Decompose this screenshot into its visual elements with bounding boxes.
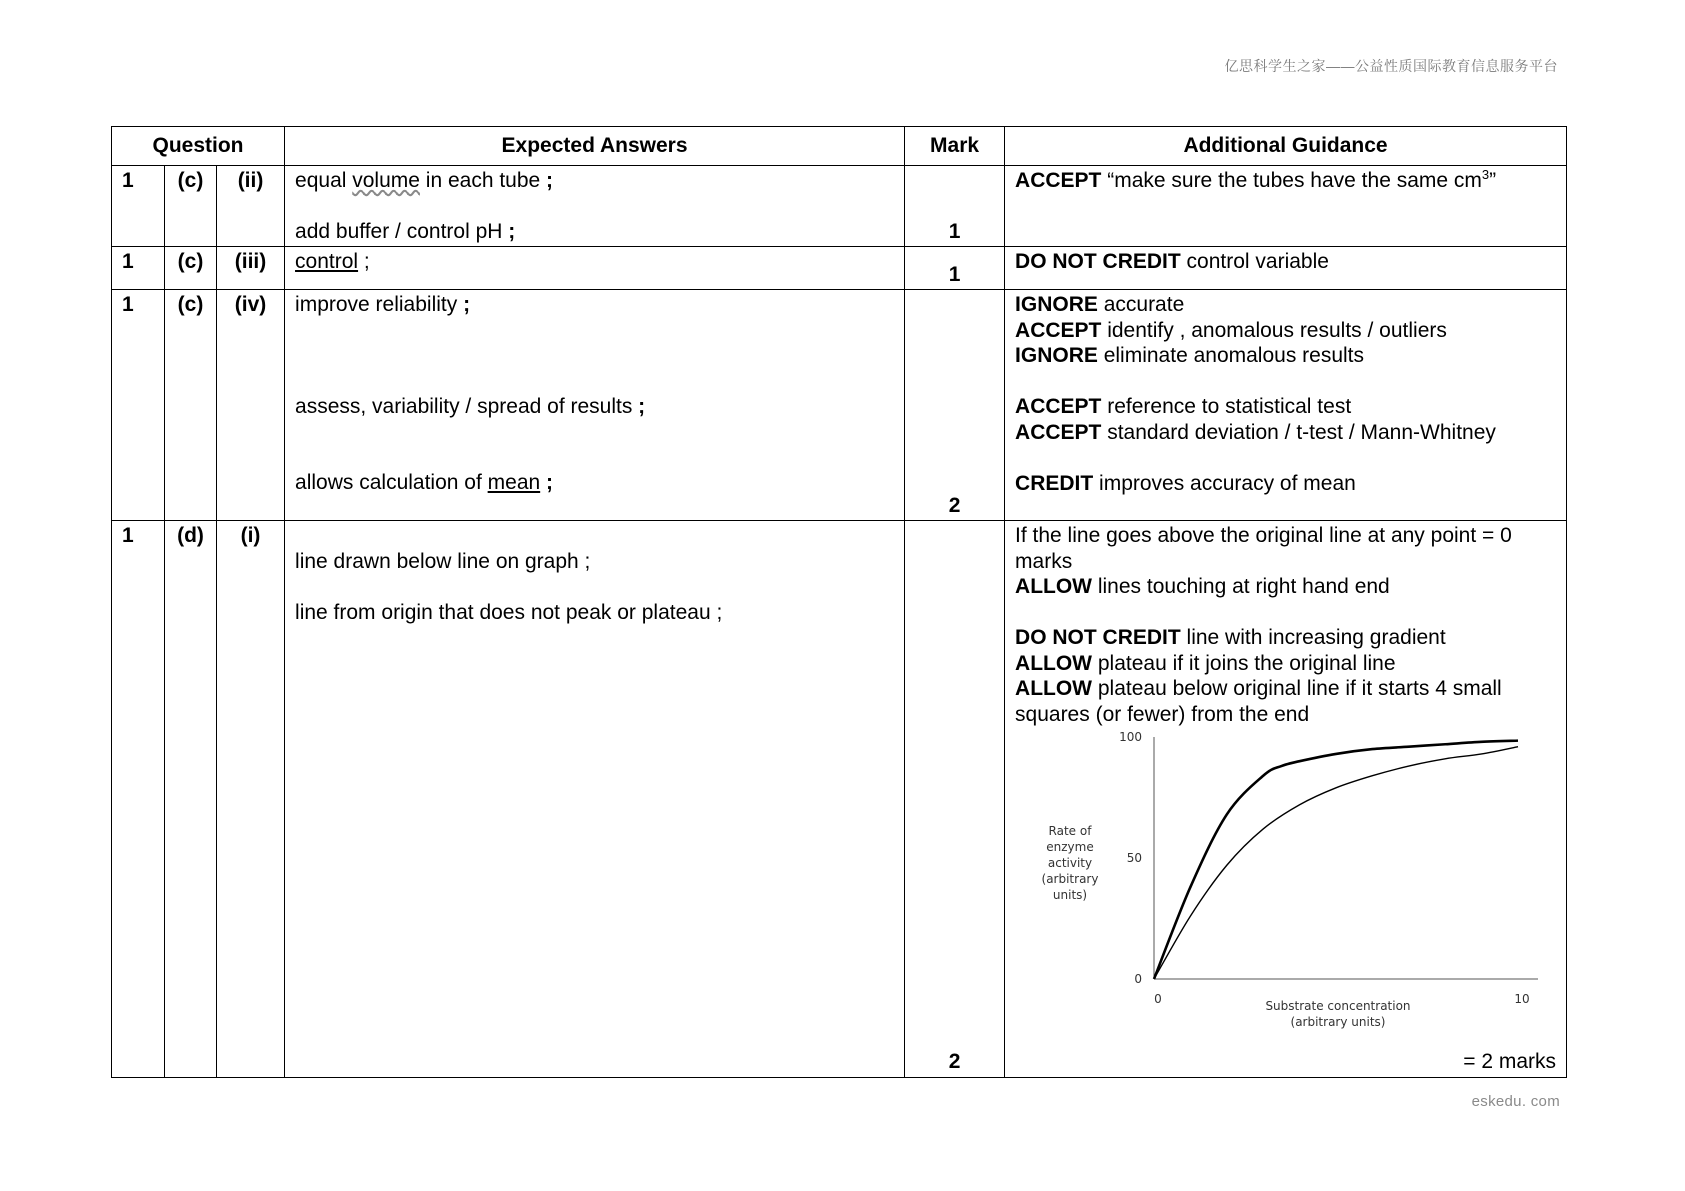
guidance-keyword: CREDIT [1015, 471, 1094, 495]
guidance-text: accurate [1097, 293, 1185, 316]
y-axis-label: activity [1047, 856, 1093, 870]
guidance-keyword: ACCEPT [1015, 420, 1102, 444]
guidance-line [1015, 574, 1556, 600]
guidance-text: plateau if it joins the original line [1092, 651, 1396, 675]
guidance-text: control variable [1180, 250, 1329, 273]
y-axis-label: Rate of [1048, 824, 1092, 838]
guidance-text: eliminate anomalous results [1097, 344, 1365, 367]
header-question: Question [112, 127, 285, 166]
guidance-keyword: ACCEPT [1015, 395, 1102, 418]
guidance-text: “make sure the tubes have the same cm [1101, 168, 1482, 192]
answer-line [295, 219, 894, 245]
answer-line [295, 168, 894, 194]
answer-separator: ; [546, 168, 554, 192]
answer-text: improve reliability [295, 293, 464, 316]
answer-line [295, 249, 894, 275]
watermark-bottom: eskedu. com [1471, 1093, 1560, 1110]
table-row [112, 165, 1567, 247]
guidance-keyword: DO NOT CREDIT [1015, 250, 1181, 273]
guidance-line [1015, 420, 1556, 446]
table-row [112, 521, 1567, 1078]
answer-keyword: volume [352, 168, 420, 192]
expected-answers-cell [285, 521, 905, 1078]
y-axis-label: units) [1052, 888, 1088, 902]
expected-answers-cell [285, 247, 905, 290]
question-subpart: (iii) [217, 247, 285, 290]
guidance-cell [1005, 165, 1567, 247]
question-part: (d) [165, 521, 217, 1078]
guidance-line: If the line goes above the original line at any point = 0 marks [1015, 524, 1512, 573]
header-additional-guidance: Additional Guidance [1005, 127, 1567, 166]
question-part: (c) [165, 247, 217, 290]
answer-separator: ; [540, 471, 553, 494]
answer-separator: ; [463, 293, 471, 316]
y-tick-label: 100 [1119, 730, 1143, 744]
guidance-line [1015, 651, 1556, 677]
guidance-text: standard deviation / t-test / Mann-Whitney [1101, 420, 1496, 444]
question-number: 1 [112, 247, 165, 290]
mark-scheme-table [111, 126, 1567, 1078]
answer-line [295, 394, 894, 420]
y-axis-label: (arbitrary [1041, 872, 1099, 886]
answer-keyword: mean [487, 471, 541, 494]
total-marks: = 2 marks [1463, 1050, 1557, 1073]
guidance-text: improves accuracy of mean [1093, 471, 1356, 495]
answer-text: allows calculation of [295, 471, 488, 494]
expected-answers-cell [285, 165, 905, 247]
question-number: 1 [112, 165, 165, 247]
guidance-text: ” [1489, 168, 1497, 192]
guidance-line [1015, 343, 1556, 369]
question-part: (c) [165, 290, 217, 521]
superscript: 3 [1481, 166, 1490, 182]
guidance-cell [1005, 290, 1567, 521]
guidance-keyword: ALLOW [1015, 677, 1093, 700]
guidance-keyword: ACCEPT [1015, 318, 1102, 342]
y-axis-label: enzyme [1046, 840, 1094, 854]
guidance-text: identify , anomalous results / outliers [1101, 318, 1447, 342]
answer-text: in each tube [419, 168, 547, 192]
guidance-keyword: DO NOT CREDIT [1015, 626, 1181, 649]
guidance-text: reference to statistical test [1101, 395, 1352, 418]
question-subpart: (iv) [217, 290, 285, 521]
chart-svg [1015, 729, 1555, 1049]
answer-text: add buffer / control pH [295, 219, 509, 243]
x-tick-label: 10 [1514, 992, 1530, 1006]
guidance-line [1015, 625, 1556, 651]
watermark-top: 亿思科学生之家——公益性质国际教育信息服务平台 [1224, 58, 1558, 74]
question-subpart: (i) [217, 521, 285, 1078]
expected-answers-cell [285, 290, 905, 521]
answer-line: line drawn below line on graph ; [295, 549, 591, 573]
guidance-cell [1005, 521, 1567, 1078]
x-tick-label: 0 [1154, 992, 1162, 1006]
mark-value: 1 [905, 247, 1005, 290]
answer-text: equal [295, 168, 353, 192]
x-axis-label: (arbitrary units) [1290, 1015, 1386, 1029]
question-number: 1 [112, 521, 165, 1078]
x-axis-label: Substrate concentration [1265, 999, 1411, 1013]
header-expected-answers: Expected Answers [285, 127, 905, 166]
mark-value: 2 [905, 521, 1005, 1078]
drawn-curve [1154, 747, 1518, 979]
guidance-line [1015, 318, 1556, 344]
question-number: 1 [112, 290, 165, 521]
table-row [112, 290, 1567, 521]
answer-line [295, 292, 894, 318]
answer-text: ; [358, 250, 370, 273]
guidance-cell [1005, 247, 1567, 290]
guidance-line [1015, 471, 1556, 497]
answer-keyword: control [295, 250, 359, 273]
guidance-keyword: IGNORE [1015, 293, 1098, 316]
answer-text: assess, variability / spread of results [295, 395, 639, 418]
answer-separator: ; [638, 395, 646, 418]
header-row [112, 127, 1567, 166]
original-curve [1154, 741, 1518, 979]
guidance-keyword: IGNORE [1015, 344, 1098, 367]
guidance-line [1015, 292, 1556, 318]
y-tick-label: 50 [1126, 851, 1143, 865]
guidance-line [1015, 394, 1556, 420]
guidance-line [1015, 249, 1556, 275]
mark-value: 2 [905, 290, 1005, 521]
guidance-keyword: ACCEPT [1015, 168, 1102, 192]
answer-separator: ; [508, 219, 516, 243]
answer-line: line from origin that does not peak or plateau ; [295, 600, 723, 624]
guidance-text: line with increasing gradient [1180, 626, 1446, 649]
guidance-text: plateau below original line if it starts 4 small squares (or fewer) from the end [1015, 677, 1502, 726]
guidance-keyword: ALLOW [1015, 575, 1093, 598]
guidance-line [1015, 168, 1556, 194]
mark-value: 1 [905, 165, 1005, 247]
header-mark: Mark [905, 127, 1005, 166]
guidance-line [1015, 676, 1556, 727]
question-part: (c) [165, 165, 217, 247]
table-row [112, 247, 1567, 290]
guidance-text: lines touching at right hand end [1092, 575, 1390, 598]
enzyme-activity-chart [1015, 729, 1555, 1049]
question-subpart: (ii) [217, 165, 285, 247]
y-tick-label: 0 [1134, 972, 1143, 986]
guidance-keyword: ALLOW [1015, 651, 1093, 675]
answer-line [295, 470, 894, 496]
